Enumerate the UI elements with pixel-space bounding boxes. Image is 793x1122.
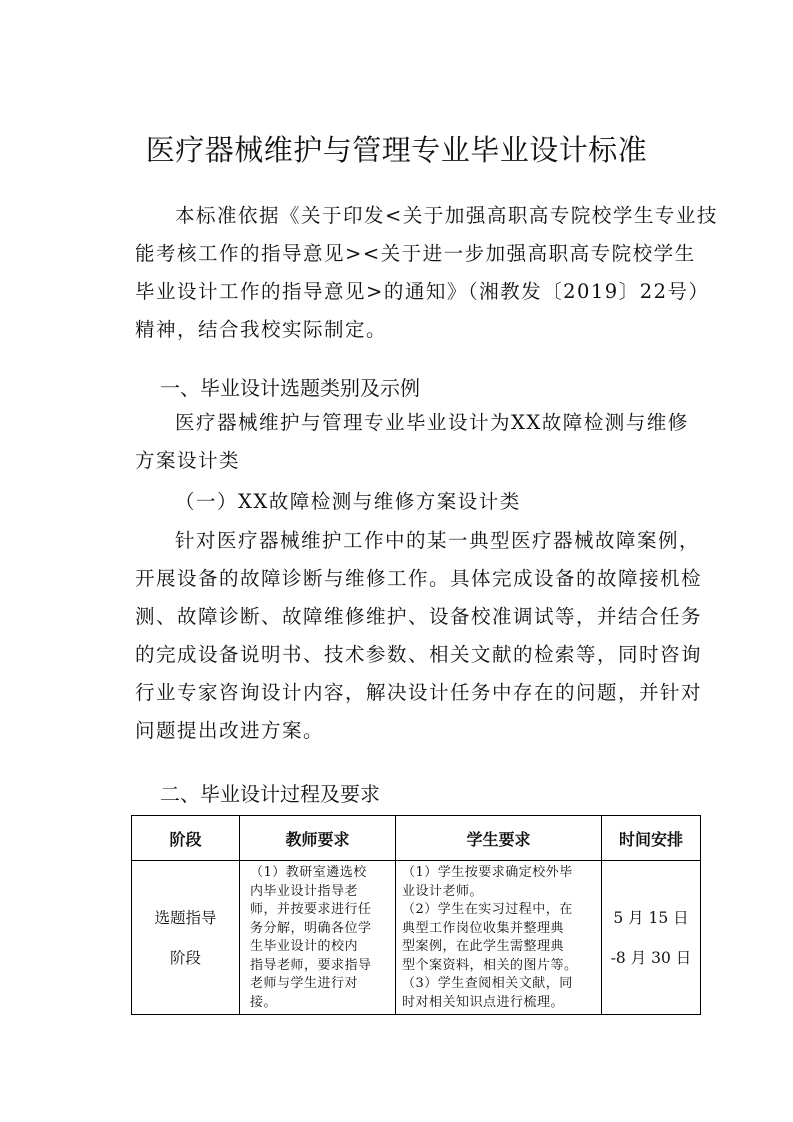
detail-line: 问题提出改进方案。 xyxy=(135,719,325,742)
header-student-requirements: 学生要求 xyxy=(396,816,602,861)
detail-line: 针对医疗器械维护工作中的某一典型医疗器械故障案例， xyxy=(175,529,701,552)
detail-paragraph xyxy=(135,522,703,750)
section1-line: 方案设计类 xyxy=(135,449,241,472)
document-title: 医疗器械维护与管理专业毕业设计标准 xyxy=(145,133,648,167)
teacher-requirements-cell: （1）教研室遴选校 内毕业设计指导老 师，并按要求进行任 务分解，明确各位学 生毕业设计的校内 指导老师，要求指导 老师与学生进行对 接。 xyxy=(240,861,396,1015)
subsection-heading: （一）XX故障检测与维修方案设计类 xyxy=(175,490,521,513)
stage-cell: 选题指导 阶段 xyxy=(132,861,240,1015)
detail-line: 的完成设备说明书、技术参数、相关文献的检索等，同时咨询 xyxy=(135,643,703,666)
header-stage: 阶段 xyxy=(132,816,240,861)
intro-line: 毕业设计工作的指导意见>的通知》（湘教发〔2019〕22号） xyxy=(135,280,710,303)
section-heading-2: 二、毕业设计过程及要求 xyxy=(160,782,380,806)
section1-paragraph xyxy=(135,404,695,480)
detail-line: 开展设备的故障诊断与维修工作。具体完成设备的故障接机检 xyxy=(135,567,703,590)
header-schedule: 时间安排 xyxy=(602,816,701,861)
table-row xyxy=(132,861,701,1015)
section-heading-1: 一、毕业设计选题类别及示例 xyxy=(160,376,420,400)
process-table xyxy=(131,815,701,1015)
detail-line: 测、故障诊断、故障维修维护、设备校准调试等，并结合任务 xyxy=(135,605,703,628)
section1-line: 医疗器械维护与管理专业毕业设计为XX故障检测与维修 xyxy=(175,411,689,434)
detail-line: 行业专家咨询设计内容，解决设计任务中存在的问题，并针对 xyxy=(135,681,703,704)
intro-paragraph xyxy=(135,197,718,349)
header-teacher-requirements: 教师要求 xyxy=(240,816,396,861)
schedule-cell: 5 月 15 日 -8 月 30 日 xyxy=(602,861,701,1015)
student-requirements-cell: （1）学生按要求确定校外毕 业设计老师。 （2）学生在实习过程中，在 典型工作岗位收集并整理典 型案例，在此学生需整理典 型个案资料，相关的图片等。 （3）学生查阅相关文献，同 时对相关知识点进行梳理。 xyxy=(396,861,602,1015)
intro-line: 能考核工作的指导意见><关于进一步加强高职高专院校学生 xyxy=(135,242,696,265)
intro-line: 本标准依据《关于印发<关于加强高职高专院校学生专业技 xyxy=(175,204,718,227)
intro-line: 精神，结合我校实际制定。 xyxy=(135,318,388,341)
table-header-row xyxy=(132,816,701,861)
